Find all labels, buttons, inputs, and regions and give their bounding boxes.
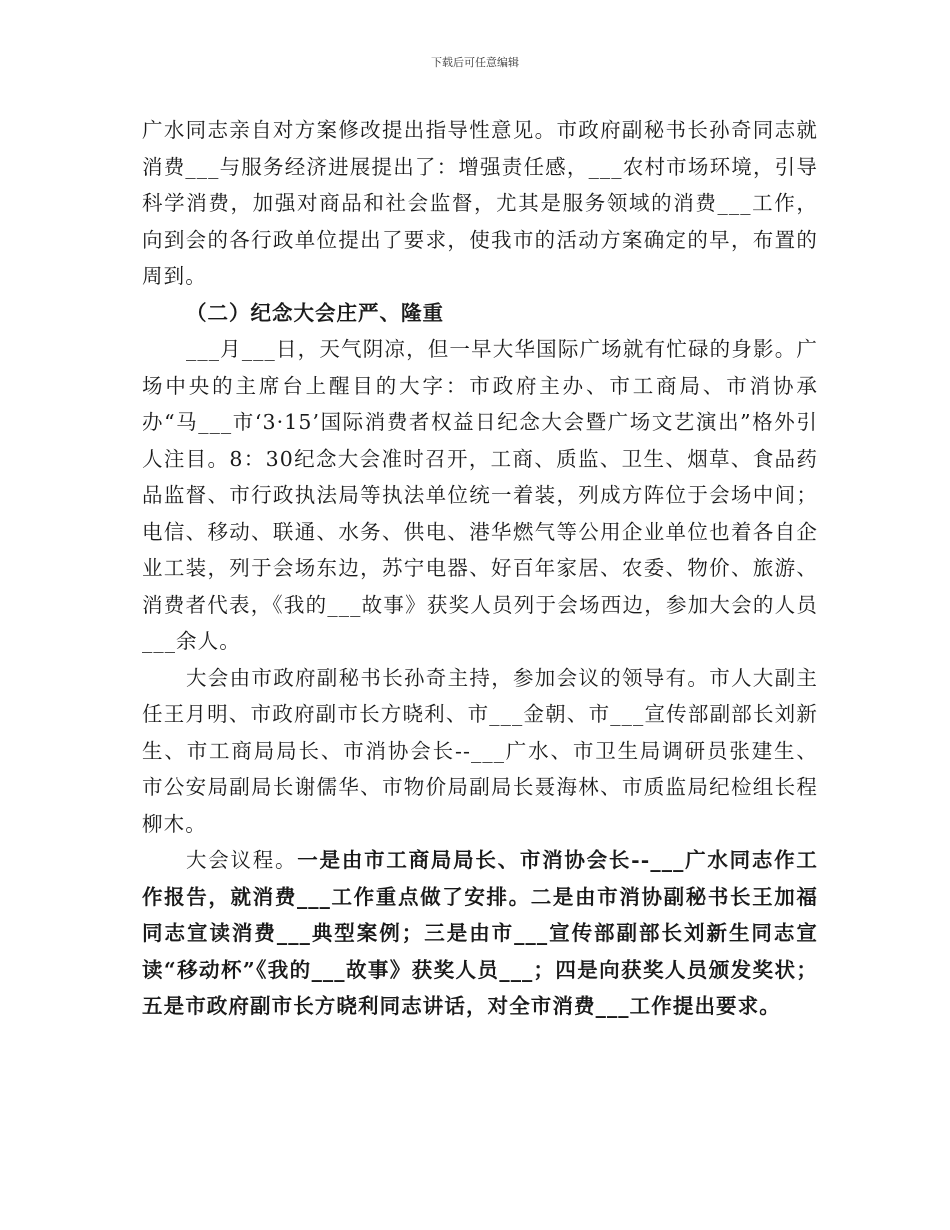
paragraph-4 [142,842,818,1025]
page-header: 下载后可任意编辑 [431,56,519,69]
paragraph-2: ___月___日，天气阴凉，但一早大华国际广场就有忙碌的身影。广场中央的主席台上醒目的大字：市政府主办、市工商局、市消协承办“马___市‘3·15’国际消费者权益日纪念大会暨广场文艺演出”格外引人注目。8：30纪念大会准时召开，工商、质监、卫生、烟草、食品药品监督、市行政执法局等执法单位统一着装，列成方阵位于会场中间；电信、移动、联通、水务、供电、港华燃气等公用企业单位也着各自企业工装，列于会场东边，苏宁电器、好百年家居、农委、物价、旅游、消费者代表，《我的___故事》获奖人员列于会场西边，参加大会的人员___余人。 [142,337,818,653]
agenda-body: 一是由市工商局局长、市消协会长--___广水同志作工作报告，就消费___工作重点做了安排。二是由市消协副秘书长王加福同志宣读消费___典型案例；三是由市___宣传部副部长刘新生同志宣读“移动杯”《我的___故事》获奖人员___；四是向获奖人员颁发奖状；五是市政府副市长方晓利同志讲话，对全市消费___工作提出要求。 [142,848,818,1018]
paragraph-1: 广水同志亲自对方案修改提出指导性意见。市政府副秘书长孙奇同志就消费___与服务经济进展提出了：增强责任感，___农村市场环境，引导科学消费，加强对商品和社会监督，尤其是服务领域的消费___工作，向到会的各行政单位提出了要求，使我市的活动方案确定的早，布置的周到。 [142,118,818,288]
section-heading: （二）纪念大会庄严、隆重 [186,300,444,325]
document-body [142,112,818,1025]
paragraph-3: 大会由市政府副秘书长孙奇主持，参加会议的领导有。市人大副主任王月明、市政府副市长方晓利、市___金朝、市___宣传部副部长刘新生、市工商局局长、市消协会长--___广水、市卫生局调研员张建生、市公安局副局长谢儒华、市物价局副局长聂海林、市质监局纪检组长程柳木。 [142,665,818,836]
agenda-lead: 大会议程。 [186,848,298,872]
